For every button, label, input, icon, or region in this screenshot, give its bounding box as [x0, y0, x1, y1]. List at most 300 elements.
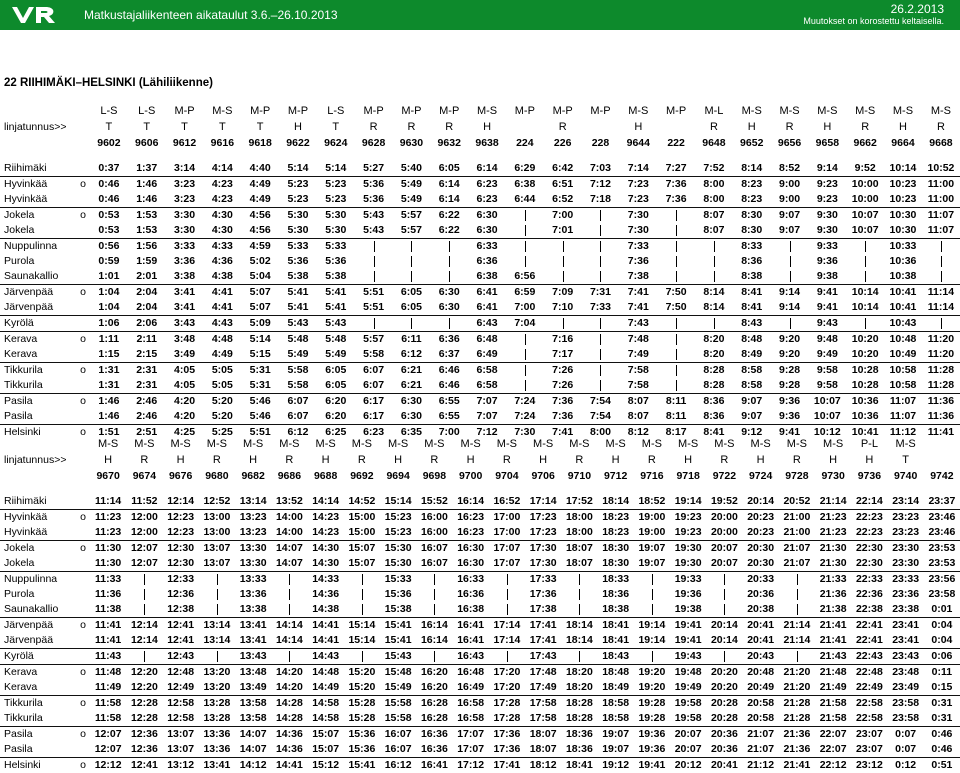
time-cell: 14:38: [308, 602, 344, 618]
time-cell: 9:23: [808, 177, 846, 193]
time-cell: 17:43: [525, 649, 561, 665]
time-cell: 8:00: [695, 192, 733, 208]
time-cell: 8:41: [695, 425, 733, 441]
train-number-row-cell: 9618: [241, 135, 279, 151]
time-cell: 18:36: [561, 727, 597, 743]
time-cell: 14:41: [308, 633, 344, 649]
time-cell: 22:23: [851, 510, 887, 526]
time-cell: 12:58: [163, 711, 199, 727]
time-cell: 3:30: [166, 223, 204, 239]
time-cell: 1:46: [90, 409, 128, 425]
time-cell: 23:58: [888, 711, 924, 727]
arrival-marker: o: [76, 758, 90, 773]
time-cell: 20:23: [743, 525, 779, 541]
time-cell: 8:41: [733, 300, 771, 316]
station-row: [0, 208, 960, 224]
station-name: Pasila: [0, 394, 76, 410]
time-cell: 4:43: [203, 316, 241, 332]
train-number-row-cell: 9698: [416, 468, 452, 484]
time-cell: 12:00: [126, 510, 162, 526]
day-row-cell: M-S: [779, 436, 815, 452]
pass-through-marker: [846, 316, 884, 332]
time-cell: 6:30: [430, 300, 468, 316]
time-cell: 18:00: [561, 510, 597, 526]
time-cell: 15:14: [344, 633, 380, 649]
time-cell: 13:43: [235, 649, 271, 665]
time-cell: 8:52: [771, 161, 809, 177]
time-cell: 20:43: [743, 649, 779, 665]
line-id-row-cell: R: [544, 119, 582, 135]
time-cell: 10:49: [884, 347, 922, 363]
time-cell: 13:28: [199, 711, 235, 727]
station-name: Nuppulinna: [0, 239, 76, 255]
pass-through-marker: [695, 254, 733, 269]
time-cell: 16:07: [416, 541, 452, 557]
time-cell: 17:14: [489, 618, 525, 634]
time-cell: 7:43: [619, 316, 657, 332]
time-cell: 8:17: [657, 425, 695, 441]
time-cell: 23:43: [888, 649, 924, 665]
station-row: [0, 254, 960, 269]
time-cell: 7:36: [544, 394, 582, 410]
train-number-row-cell: 9652: [733, 135, 771, 151]
time-cell: 7:24: [506, 394, 544, 410]
time-cell: 8:41: [733, 285, 771, 301]
time-cell: 17:36: [489, 727, 525, 743]
pass-through-marker: [355, 269, 393, 285]
time-cell: 18:41: [561, 758, 597, 773]
time-cell: 6:56: [506, 269, 544, 285]
time-cell: 15:14: [344, 618, 380, 634]
pass-through-marker: [706, 602, 742, 618]
time-cell: 22:30: [851, 556, 887, 572]
time-cell: 16:30: [453, 556, 489, 572]
train-number-row-cell: 9722: [706, 468, 742, 484]
time-cell: 17:14: [525, 494, 561, 510]
time-cell: 20:33: [743, 572, 779, 588]
time-cell: 0:46: [924, 727, 960, 743]
day-row-cell: M-P: [166, 103, 204, 119]
station-name: Jokela: [0, 223, 76, 239]
time-cell: 23:38: [888, 602, 924, 618]
station-name: Kerava: [0, 347, 76, 363]
time-cell: 18:41: [598, 618, 634, 634]
time-cell: 15:20: [344, 680, 380, 696]
train-number-row-cell: 9656: [771, 135, 809, 151]
time-cell: 14:41: [308, 618, 344, 634]
time-cell: 10:48: [884, 332, 922, 348]
line-id-row-label: linjatunnus>>: [0, 119, 90, 135]
time-cell: 18:07: [561, 556, 597, 572]
time-cell: 7:54: [582, 394, 620, 410]
train-number-row-cell: 9740: [888, 468, 924, 484]
time-cell: 22:30: [851, 541, 887, 557]
time-cell: 17:12: [453, 758, 489, 773]
time-cell: 19:30: [670, 541, 706, 557]
day-row-cell: M-S: [271, 436, 307, 452]
time-cell: 6:51: [544, 177, 582, 193]
time-cell: 6:37: [430, 347, 468, 363]
arrival-marker: o: [76, 541, 90, 557]
time-cell: 7:36: [657, 177, 695, 193]
time-cell: 11:58: [90, 696, 126, 712]
station-row: [0, 696, 960, 712]
time-cell: 8:36: [695, 409, 733, 425]
pass-through-marker: [846, 254, 884, 269]
time-cell: 13:36: [199, 742, 235, 758]
arrival-marker: [76, 239, 90, 255]
pass-through-marker: [582, 254, 620, 269]
time-cell: 0:07: [888, 727, 924, 743]
pass-through-marker: [771, 316, 809, 332]
time-cell: 12:48: [163, 665, 199, 681]
day-row-cell: M-P: [506, 103, 544, 119]
time-cell: 22:07: [815, 742, 851, 758]
arrival-marker: o: [76, 332, 90, 348]
time-cell: 8:23: [733, 177, 771, 193]
arrival-marker: o: [76, 665, 90, 681]
time-cell: 7:07: [468, 409, 506, 425]
time-cell: 15:00: [344, 525, 380, 541]
pass-through-marker: [416, 649, 452, 665]
pass-through-marker: [706, 572, 742, 588]
arrival-marker: [76, 192, 90, 208]
pass-through-marker: [430, 239, 468, 255]
time-cell: 7:48: [619, 332, 657, 348]
time-cell: 14:33: [308, 572, 344, 588]
time-cell: 7:36: [619, 254, 657, 269]
time-cell: 7:58: [619, 378, 657, 394]
time-cell: 8:43: [733, 316, 771, 332]
time-cell: 7:23: [619, 192, 657, 208]
time-cell: 5:41: [279, 285, 317, 301]
time-cell: 15:58: [380, 696, 416, 712]
time-cell: 11:00: [922, 192, 960, 208]
day-row-cell: M-P: [430, 103, 468, 119]
time-cell: 15:14: [380, 494, 416, 510]
time-cell: 12:49: [163, 680, 199, 696]
time-cell: 20:36: [743, 587, 779, 602]
time-cell: 20:38: [743, 602, 779, 618]
train-number-row-label: [0, 135, 90, 151]
time-cell: 5:23: [279, 192, 317, 208]
time-cell: 10:07: [846, 208, 884, 224]
time-cell: 3:33: [166, 239, 204, 255]
station-name: Kyrölä: [0, 316, 76, 332]
time-cell: 7:41: [619, 300, 657, 316]
time-cell: 16:14: [416, 633, 452, 649]
pass-through-marker: [430, 269, 468, 285]
time-cell: 23:49: [888, 680, 924, 696]
time-cell: 14:14: [271, 633, 307, 649]
time-cell: 19:14: [634, 618, 670, 634]
time-cell: 21:41: [779, 758, 815, 773]
route-title: 22 RIIHIMÄKI–HELSINKI (Lähiliikenne): [4, 77, 213, 89]
time-cell: 17:48: [525, 665, 561, 681]
time-cell: 16:28: [416, 711, 452, 727]
time-cell: 22:38: [851, 602, 887, 618]
time-cell: 21:07: [779, 556, 815, 572]
time-cell: 20:49: [743, 680, 779, 696]
arrival-marker: [76, 223, 90, 239]
pass-through-marker: [199, 572, 235, 588]
time-cell: 11:48: [90, 665, 126, 681]
station-row: [0, 587, 960, 602]
time-cell: 7:27: [657, 161, 695, 177]
time-cell: 5:30: [279, 223, 317, 239]
station-row: [0, 378, 960, 394]
time-cell: 6:30: [393, 394, 431, 410]
time-cell: 17:07: [453, 742, 489, 758]
time-cell: 0:53: [90, 208, 128, 224]
time-cell: 6:07: [279, 394, 317, 410]
time-cell: 14:14: [308, 494, 344, 510]
time-cell: 6:30: [468, 208, 506, 224]
time-cell: 4:36: [203, 254, 241, 269]
time-cell: 9:36: [771, 409, 809, 425]
time-cell: 8:07: [619, 394, 657, 410]
time-cell: 18:36: [561, 742, 597, 758]
time-cell: 10:38: [884, 269, 922, 285]
time-cell: 15:43: [380, 649, 416, 665]
time-cell: 6:30: [468, 223, 506, 239]
station-row: [0, 409, 960, 425]
time-cell: 12:07: [126, 541, 162, 557]
station-name: Hyvinkää: [0, 192, 76, 208]
time-cell: 15:28: [344, 711, 380, 727]
time-cell: 21:36: [815, 587, 851, 602]
pass-through-marker: [393, 239, 431, 255]
time-cell: 15:41: [380, 633, 416, 649]
time-cell: 12:30: [163, 541, 199, 557]
pass-through-marker: [126, 572, 162, 588]
pass-through-marker: [922, 254, 960, 269]
time-cell: 11:43: [90, 649, 126, 665]
time-cell: 15:07: [308, 742, 344, 758]
time-cell: 11:38: [90, 602, 126, 618]
time-cell: 5:38: [279, 269, 317, 285]
time-cell: 9:43: [808, 316, 846, 332]
time-cell: 17:07: [489, 541, 525, 557]
time-cell: 4:40: [241, 161, 279, 177]
line-id-row-cell: H: [815, 452, 851, 468]
line-id-row-cell: R: [922, 119, 960, 135]
time-cell: 13:48: [235, 665, 271, 681]
arrival-marker: [76, 269, 90, 285]
day-row-cell: M-S: [308, 436, 344, 452]
pass-through-marker: [544, 269, 582, 285]
time-cell: 8:00: [695, 177, 733, 193]
time-cell: 13:00: [199, 510, 235, 526]
time-cell: 0:59: [90, 254, 128, 269]
time-cell: 4:25: [166, 425, 204, 441]
time-cell: 16:20: [416, 665, 452, 681]
pass-through-marker: [695, 239, 733, 255]
line-id-row-cell: [582, 119, 620, 135]
time-cell: 21:00: [779, 525, 815, 541]
time-cell: 7:49: [619, 347, 657, 363]
time-cell: 2:06: [128, 316, 166, 332]
time-cell: 6:05: [317, 378, 355, 394]
pass-through-marker: [506, 223, 544, 239]
time-cell: 5:49: [317, 347, 355, 363]
time-cell: 16:14: [453, 494, 489, 510]
time-cell: 16:33: [453, 572, 489, 588]
time-cell: 17:00: [489, 525, 525, 541]
time-cell: 16:20: [416, 680, 452, 696]
time-cell: 7:36: [657, 192, 695, 208]
time-cell: 1:53: [128, 223, 166, 239]
time-cell: 13:58: [235, 711, 271, 727]
time-cell: 7:03: [582, 161, 620, 177]
time-cell: 23:30: [888, 556, 924, 572]
arrival-marker: o: [76, 510, 90, 526]
line-id-row-cell: R: [344, 452, 380, 468]
time-cell: 18:20: [561, 665, 597, 681]
train-number-row-cell: 9728: [779, 468, 815, 484]
time-cell: 18:58: [598, 711, 634, 727]
time-cell: 9:49: [808, 347, 846, 363]
time-cell: 7:52: [695, 161, 733, 177]
pass-through-marker: [506, 239, 544, 255]
time-cell: 12:14: [126, 618, 162, 634]
pass-through-marker: [126, 587, 162, 602]
time-cell: 5:14: [241, 332, 279, 348]
time-cell: 6:38: [468, 269, 506, 285]
pass-through-marker: [561, 649, 597, 665]
pass-through-marker: [199, 602, 235, 618]
time-cell: 11:20: [922, 347, 960, 363]
time-cell: 3:38: [166, 269, 204, 285]
line-id-row-cell: R: [430, 119, 468, 135]
train-number-row-cell: 9712: [598, 468, 634, 484]
time-cell: 5:36: [355, 177, 393, 193]
train-number-row-cell: 9742: [924, 468, 960, 484]
time-cell: 15:33: [380, 572, 416, 588]
time-cell: 6:07: [355, 378, 393, 394]
time-cell: 9:20: [771, 332, 809, 348]
time-cell: 17:41: [525, 618, 561, 634]
line-id-row-label: linjatunnus>>: [0, 452, 90, 468]
time-cell: 8:07: [695, 208, 733, 224]
time-cell: 6:05: [393, 285, 431, 301]
time-cell: 9:41: [808, 300, 846, 316]
time-cell: 11:07: [884, 409, 922, 425]
day-row-cell: M-S: [525, 436, 561, 452]
time-cell: 6:21: [393, 378, 431, 394]
time-cell: 12:07: [90, 727, 126, 743]
time-cell: 1:51: [90, 425, 128, 441]
time-cell: 16:36: [453, 587, 489, 602]
station-name: Saunakallio: [0, 602, 76, 618]
time-cell: 6:14: [430, 192, 468, 208]
pass-through-marker: [506, 378, 544, 394]
time-cell: 21:23: [815, 510, 851, 526]
time-cell: 9:23: [808, 192, 846, 208]
time-cell: 18:28: [561, 696, 597, 712]
time-cell: 6:58: [468, 363, 506, 379]
pass-through-marker: [779, 572, 815, 588]
time-cell: 10:14: [884, 161, 922, 177]
time-cell: 5:36: [355, 192, 393, 208]
day-row-cell: M-S: [90, 436, 126, 452]
time-cell: 23:48: [888, 665, 924, 681]
station-row: [0, 618, 960, 634]
train-number-row-cell: 9648: [695, 135, 733, 151]
time-cell: 16:00: [416, 510, 452, 526]
time-cell: 13:07: [199, 541, 235, 557]
time-cell: 21:38: [815, 602, 851, 618]
time-cell: 17:58: [525, 696, 561, 712]
time-cell: 10:41: [846, 425, 884, 441]
time-cell: 3:43: [166, 316, 204, 332]
time-cell: 16:43: [453, 649, 489, 665]
time-cell: 13:33: [235, 572, 271, 588]
train-number-row-cell: 9638: [468, 135, 506, 151]
station-row: [0, 602, 960, 618]
time-cell: 14:52: [344, 494, 380, 510]
station-row: [0, 285, 960, 301]
station-row: [0, 316, 960, 332]
time-cell: 12:33: [163, 572, 199, 588]
time-cell: 11:41: [90, 618, 126, 634]
time-cell: 19:30: [670, 556, 706, 572]
time-cell: 6:22: [430, 223, 468, 239]
pass-through-marker: [506, 332, 544, 348]
train-number-row-cell: 9700: [453, 468, 489, 484]
day-row-cell: M-S: [733, 103, 771, 119]
time-cell: 19:36: [634, 727, 670, 743]
time-cell: 20:58: [743, 711, 779, 727]
time-cell: 14:58: [308, 711, 344, 727]
pass-through-marker: [344, 572, 380, 588]
time-cell: 5:33: [279, 239, 317, 255]
time-cell: 18:23: [598, 510, 634, 526]
time-cell: 11:07: [922, 208, 960, 224]
time-cell: 0:01: [924, 602, 960, 618]
time-cell: 18:28: [561, 711, 597, 727]
time-cell: 5:20: [203, 409, 241, 425]
arrival-marker: o: [76, 618, 90, 634]
time-cell: 5:36: [279, 254, 317, 269]
arrival-marker: [76, 602, 90, 618]
time-cell: 23:23: [888, 525, 924, 541]
time-cell: 5:09: [241, 316, 279, 332]
time-cell: 4:56: [241, 223, 279, 239]
pass-through-marker: [846, 239, 884, 255]
time-cell: 6:05: [393, 300, 431, 316]
time-cell: 2:01: [128, 269, 166, 285]
day-row-cell: [924, 436, 960, 452]
time-cell: 5:51: [355, 285, 393, 301]
time-cell: 8:58: [733, 363, 771, 379]
time-cell: 19:28: [634, 711, 670, 727]
time-cell: 7:04: [506, 316, 544, 332]
time-cell: 9:00: [771, 177, 809, 193]
time-cell: 21:28: [779, 711, 815, 727]
time-cell: 10:41: [884, 300, 922, 316]
station-row: [0, 649, 960, 665]
train-number-row-cell: 9670: [90, 468, 126, 484]
time-cell: 6:36: [468, 254, 506, 269]
station-name: Kyrölä: [0, 649, 76, 665]
time-cell: 6:20: [317, 409, 355, 425]
time-cell: 22:41: [851, 633, 887, 649]
line-id-row-cell: T: [166, 119, 204, 135]
time-cell: 19:49: [670, 680, 706, 696]
time-cell: 14:07: [271, 556, 307, 572]
time-cell: 8:20: [695, 332, 733, 348]
